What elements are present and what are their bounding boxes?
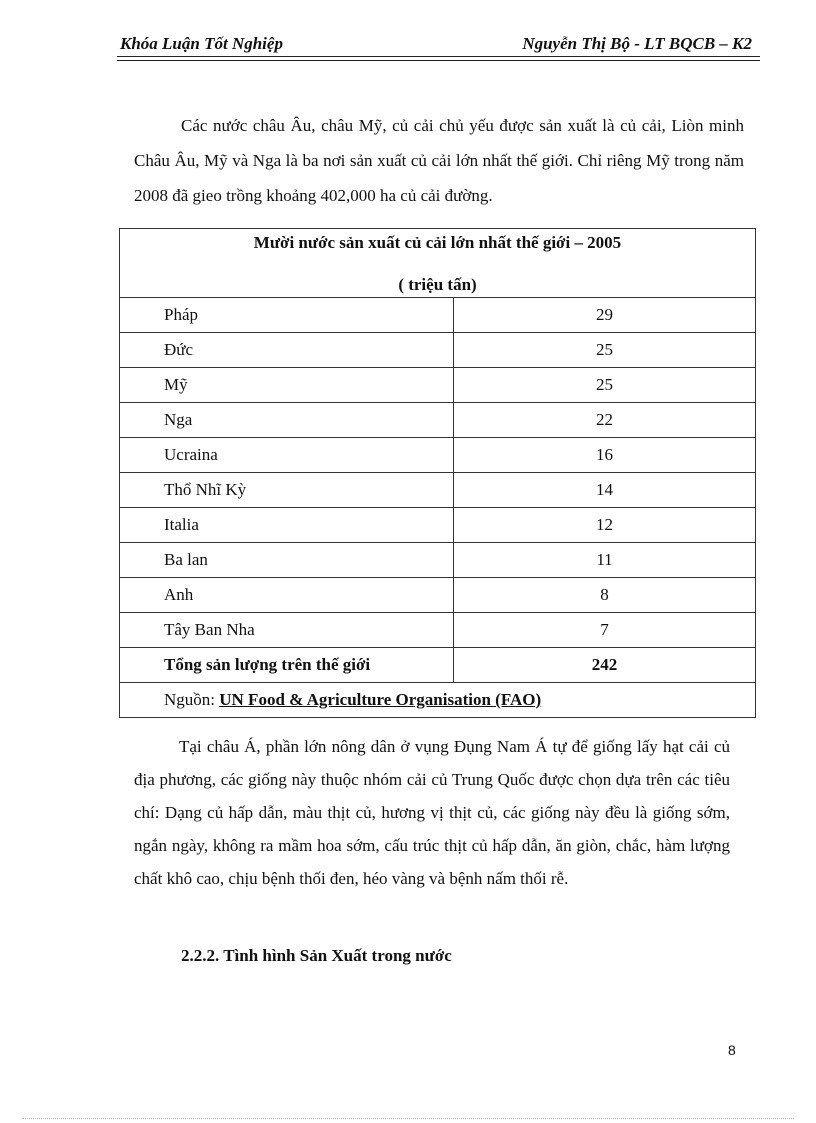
country-cell: Thổ Nhĩ Kỳ [120, 473, 454, 508]
value-cell: 22 [454, 403, 756, 438]
asia-paragraph: Tại châu Á, phần lớn nông dân ở vụng Đụng Nam Á tự để giống lấy hạt cải củ địa phương, các giống này thuộc nhóm cải củ Trung Quốc được chọn dựa trên các tiêu chí: Dạng củ hấp dẫn, màu thịt củ, hương vị thịt củ, các giống này đều là giống sớm, ngắn ngày, không ra mầm hoa sớm, cấu trúc thịt củ hấp dẫn, ăn giòn, chắc, hàm lượng chất khô cao, chịu bệnh thối đen, héo vàng và bệnh nấm thối rễ. [134, 737, 730, 888]
source-label: Nguồn: [164, 690, 215, 709]
country-cell: Anh [120, 578, 454, 613]
page-number: 8 [728, 1042, 736, 1058]
value-cell: 25 [454, 368, 756, 403]
source-link[interactable]: UN Food & Agriculture Organisation (FAO) [219, 690, 542, 709]
table-row [120, 473, 756, 508]
table-row [120, 508, 756, 543]
header-title: Khóa Luận Tốt Nghiệp [120, 34, 283, 53]
value-cell: 29 [454, 298, 756, 333]
value-cell: 12 [454, 508, 756, 543]
value-cell: 11 [454, 543, 756, 578]
header-rule-double [117, 60, 760, 61]
table-row [120, 298, 756, 333]
table-title-cell [120, 229, 756, 298]
table-unit: ( triệu tấn) [398, 275, 477, 294]
source-cell [120, 683, 756, 718]
value-cell: 14 [454, 473, 756, 508]
value-cell: 8 [454, 578, 756, 613]
table-row [120, 333, 756, 368]
country-cell: Đức [120, 333, 454, 368]
country-cell: Italia [120, 508, 454, 543]
table-row [120, 438, 756, 473]
header-author: Nguyễn Thị Bộ - LT BQCB – K2 [522, 34, 752, 53]
production-table [119, 228, 756, 718]
total-row [120, 648, 756, 683]
table-row [120, 368, 756, 403]
table-row [120, 613, 756, 648]
value-cell: 16 [454, 438, 756, 473]
page-bottom-border [22, 1118, 794, 1119]
total-label: Tổng sản lượng trên thế giới [120, 648, 454, 683]
header-rule [117, 56, 760, 57]
country-cell: Mỹ [120, 368, 454, 403]
intro-paragraph: Các nước châu Âu, châu Mỹ, củ cải chủ yếu được sản xuất là củ cải, Liòn minh Châu Âu, Mỹ và Nga là ba nơi sản xuất củ cải lớn nhất thế giới. Chỉ riêng Mỹ trong năm 2008 đã gieo trồng khoảng 402,000 ha củ cải đường. [134, 116, 744, 205]
country-cell: Ba lan [120, 543, 454, 578]
country-cell: Nga [120, 403, 454, 438]
section-heading: 2.2.2. Tình hình Sản Xuất trong nước [181, 946, 452, 965]
table-row [120, 403, 756, 438]
page-header [120, 34, 758, 56]
country-cell: Pháp [120, 298, 454, 333]
value-cell: 25 [454, 333, 756, 368]
total-value: 242 [454, 648, 756, 683]
table-row [120, 578, 756, 613]
country-cell: Tây Ban Nha [120, 613, 454, 648]
country-cell: Ucraina [120, 438, 454, 473]
table-title: Mười nước sản xuất củ cải lớn nhất thế giới – 2005 [253, 233, 622, 252]
table-row [120, 543, 756, 578]
value-cell: 7 [454, 613, 756, 648]
